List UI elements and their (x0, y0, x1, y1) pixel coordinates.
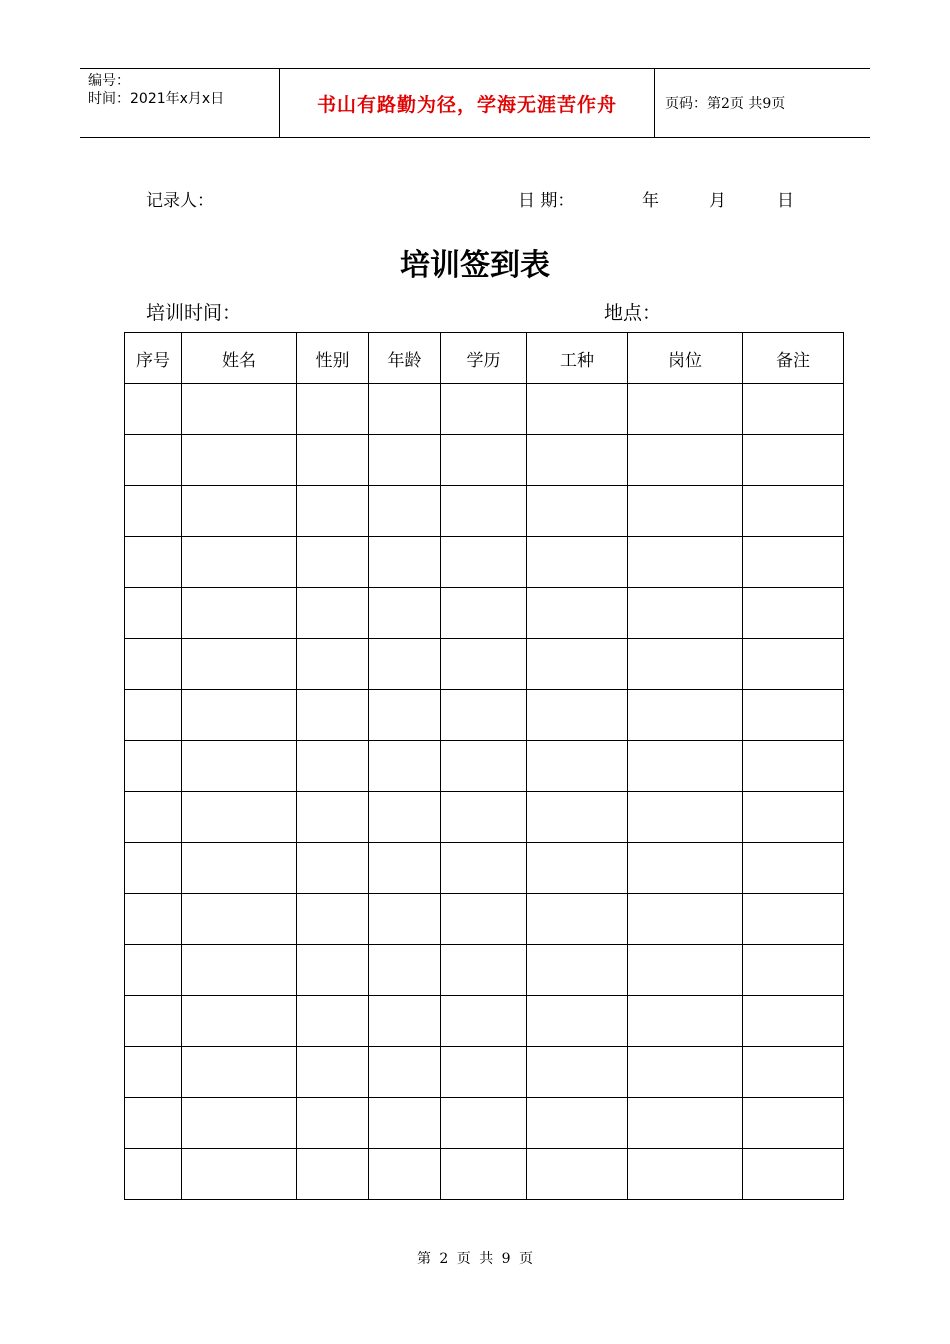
document-header (80, 68, 870, 138)
table-cell[interactable] (125, 741, 182, 792)
table-row (125, 894, 844, 945)
page-title: 培训签到表 (400, 248, 550, 283)
column-header: 学历 (441, 333, 527, 384)
table-cell[interactable] (369, 537, 441, 588)
table-cell[interactable] (125, 384, 182, 435)
table-row (125, 843, 844, 894)
table-cell[interactable] (441, 996, 527, 1047)
table-cell[interactable] (743, 894, 844, 945)
table-cell[interactable] (628, 690, 743, 741)
table-cell[interactable] (125, 996, 182, 1047)
month-label: 月 (709, 191, 726, 211)
table-cell[interactable] (628, 588, 743, 639)
table-cell[interactable] (369, 792, 441, 843)
table-row (125, 588, 844, 639)
table-cell[interactable] (441, 843, 527, 894)
table-cell[interactable] (369, 843, 441, 894)
number-label: 编号： (88, 73, 130, 89)
table-cell[interactable] (527, 792, 628, 843)
table-cell[interactable] (297, 537, 369, 588)
training-time-label: 培训时间： (146, 302, 242, 324)
table-cell[interactable] (297, 894, 369, 945)
table-cell[interactable] (527, 537, 628, 588)
table-cell[interactable] (182, 945, 297, 996)
table-cell[interactable] (297, 1047, 369, 1098)
table-cell[interactable] (369, 1098, 441, 1149)
table-cell[interactable] (125, 486, 182, 537)
table-cell[interactable] (628, 435, 743, 486)
table-cell[interactable] (369, 894, 441, 945)
recorder-label: 记录人： (146, 191, 214, 211)
table-cell[interactable] (441, 1098, 527, 1149)
table-cell[interactable] (527, 945, 628, 996)
table-row (125, 1149, 844, 1200)
header-meta (80, 69, 280, 137)
table-row (125, 1098, 844, 1149)
table-cell[interactable] (125, 639, 182, 690)
table-cell[interactable] (441, 792, 527, 843)
table-cell[interactable] (743, 1149, 844, 1200)
table-cell[interactable] (441, 1149, 527, 1200)
sign-in-table (124, 332, 844, 1200)
table-cell[interactable] (628, 843, 743, 894)
table-cell[interactable] (628, 486, 743, 537)
table-row (125, 384, 844, 435)
table-cell[interactable] (743, 690, 844, 741)
table-cell[interactable] (125, 690, 182, 741)
table-row (125, 690, 844, 741)
table-cell[interactable] (297, 384, 369, 435)
column-header: 岗位 (628, 333, 743, 384)
table-cell[interactable] (125, 1149, 182, 1200)
table-cell[interactable] (527, 1098, 628, 1149)
table-cell[interactable] (297, 843, 369, 894)
table-cell[interactable] (628, 537, 743, 588)
table-cell[interactable] (182, 894, 297, 945)
table-cell[interactable] (628, 1098, 743, 1149)
header-page-info: 页码：第2页 共9页 (665, 96, 786, 112)
table-cell[interactable] (297, 996, 369, 1047)
table-cell[interactable] (297, 435, 369, 486)
table-cell[interactable] (527, 894, 628, 945)
table-cell[interactable] (628, 945, 743, 996)
table-cell[interactable] (628, 639, 743, 690)
table-cell[interactable] (182, 690, 297, 741)
table-cell[interactable] (369, 996, 441, 1047)
table-cell[interactable] (743, 435, 844, 486)
table-cell[interactable] (628, 741, 743, 792)
table-row (125, 741, 844, 792)
table-cell[interactable] (369, 690, 441, 741)
table-cell[interactable] (441, 690, 527, 741)
table-cell[interactable] (369, 486, 441, 537)
table-cell[interactable] (743, 792, 844, 843)
table-cell[interactable] (743, 1047, 844, 1098)
date-label: 日 期： (518, 191, 575, 211)
table-cell[interactable] (125, 435, 182, 486)
table-cell[interactable] (182, 843, 297, 894)
table-cell[interactable] (628, 792, 743, 843)
table-row (125, 537, 844, 588)
column-header: 姓名 (182, 333, 297, 384)
table-cell[interactable] (743, 843, 844, 894)
table-cell[interactable] (628, 894, 743, 945)
column-header: 年龄 (369, 333, 441, 384)
table-cell[interactable] (297, 639, 369, 690)
location-label: 地点： (604, 302, 662, 324)
table-row (125, 639, 844, 690)
table-cell[interactable] (527, 1149, 628, 1200)
column-header: 性别 (297, 333, 369, 384)
table-cell[interactable] (527, 639, 628, 690)
table-cell[interactable] (743, 996, 844, 1047)
table-cell[interactable] (441, 384, 527, 435)
table-cell[interactable] (369, 384, 441, 435)
table-cell[interactable] (182, 996, 297, 1047)
table-cell[interactable] (369, 1149, 441, 1200)
table-cell[interactable] (182, 486, 297, 537)
table-cell[interactable] (369, 588, 441, 639)
day-label: 日 (777, 191, 794, 211)
table-cell[interactable] (743, 741, 844, 792)
table-header-row (125, 333, 844, 384)
table-cell[interactable] (182, 1098, 297, 1149)
table-cell[interactable] (125, 843, 182, 894)
table-row (125, 435, 844, 486)
table-cell[interactable] (628, 1149, 743, 1200)
table-cell[interactable] (527, 486, 628, 537)
table-cell[interactable] (527, 843, 628, 894)
table-row (125, 945, 844, 996)
table-cell[interactable] (182, 588, 297, 639)
table-cell[interactable] (182, 639, 297, 690)
table-cell[interactable] (297, 741, 369, 792)
table-cell[interactable] (441, 537, 527, 588)
time-label: 时间：2021年x月x日 (88, 91, 225, 107)
table-cell[interactable] (441, 1047, 527, 1098)
table-cell[interactable] (182, 435, 297, 486)
table-cell[interactable] (527, 996, 628, 1047)
table-cell[interactable] (369, 945, 441, 996)
table-cell[interactable] (527, 384, 628, 435)
table-cell[interactable] (441, 486, 527, 537)
table-cell[interactable] (125, 894, 182, 945)
table-cell[interactable] (125, 588, 182, 639)
table-cell[interactable] (297, 1098, 369, 1149)
table-cell[interactable] (743, 537, 844, 588)
table-row (125, 996, 844, 1047)
table-cell[interactable] (182, 1149, 297, 1200)
table-cell[interactable] (125, 1047, 182, 1098)
table-cell[interactable] (628, 1047, 743, 1098)
table-cell[interactable] (182, 741, 297, 792)
table-cell[interactable] (369, 741, 441, 792)
table-cell[interactable] (441, 741, 527, 792)
table-cell[interactable] (125, 537, 182, 588)
table-cell[interactable] (527, 690, 628, 741)
table-cell[interactable] (125, 945, 182, 996)
table-cell[interactable] (182, 1047, 297, 1098)
table-cell[interactable] (743, 1098, 844, 1149)
table-cell[interactable] (743, 384, 844, 435)
table-cell[interactable] (743, 486, 844, 537)
table-cell[interactable] (441, 639, 527, 690)
table-cell[interactable] (297, 792, 369, 843)
table-cell[interactable] (182, 792, 297, 843)
table-cell[interactable] (527, 741, 628, 792)
table-cell[interactable] (297, 690, 369, 741)
table-cell[interactable] (297, 945, 369, 996)
table-cell[interactable] (743, 945, 844, 996)
column-header: 序号 (125, 333, 182, 384)
table-cell[interactable] (441, 945, 527, 996)
table-cell[interactable] (125, 792, 182, 843)
page-footer: 第 2 页 共 9 页 (416, 1251, 534, 1267)
table-cell[interactable] (743, 639, 844, 690)
table-cell[interactable] (628, 996, 743, 1047)
table-body (125, 384, 844, 1200)
table-cell[interactable] (628, 384, 743, 435)
table-cell[interactable] (527, 588, 628, 639)
table-row (125, 486, 844, 537)
year-label: 年 (642, 191, 659, 211)
column-header: 备注 (743, 333, 844, 384)
column-header: 工种 (527, 333, 628, 384)
table-cell[interactable] (743, 588, 844, 639)
table-cell[interactable] (369, 639, 441, 690)
table-cell[interactable] (369, 435, 441, 486)
table-cell[interactable] (441, 894, 527, 945)
table-row (125, 1047, 844, 1098)
table-cell[interactable] (125, 1098, 182, 1149)
table-cell[interactable] (297, 1149, 369, 1200)
table-row (125, 792, 844, 843)
table-cell[interactable] (182, 537, 297, 588)
table-cell[interactable] (297, 486, 369, 537)
table-cell[interactable] (527, 435, 628, 486)
table-cell[interactable] (297, 588, 369, 639)
table-cell[interactable] (182, 384, 297, 435)
table-cell[interactable] (369, 1047, 441, 1098)
table-cell[interactable] (441, 435, 527, 486)
table-cell[interactable] (527, 1047, 628, 1098)
table-cell[interactable] (441, 588, 527, 639)
header-motto: 书山有路勤为径，学海无涯苦作舟 (280, 69, 655, 137)
